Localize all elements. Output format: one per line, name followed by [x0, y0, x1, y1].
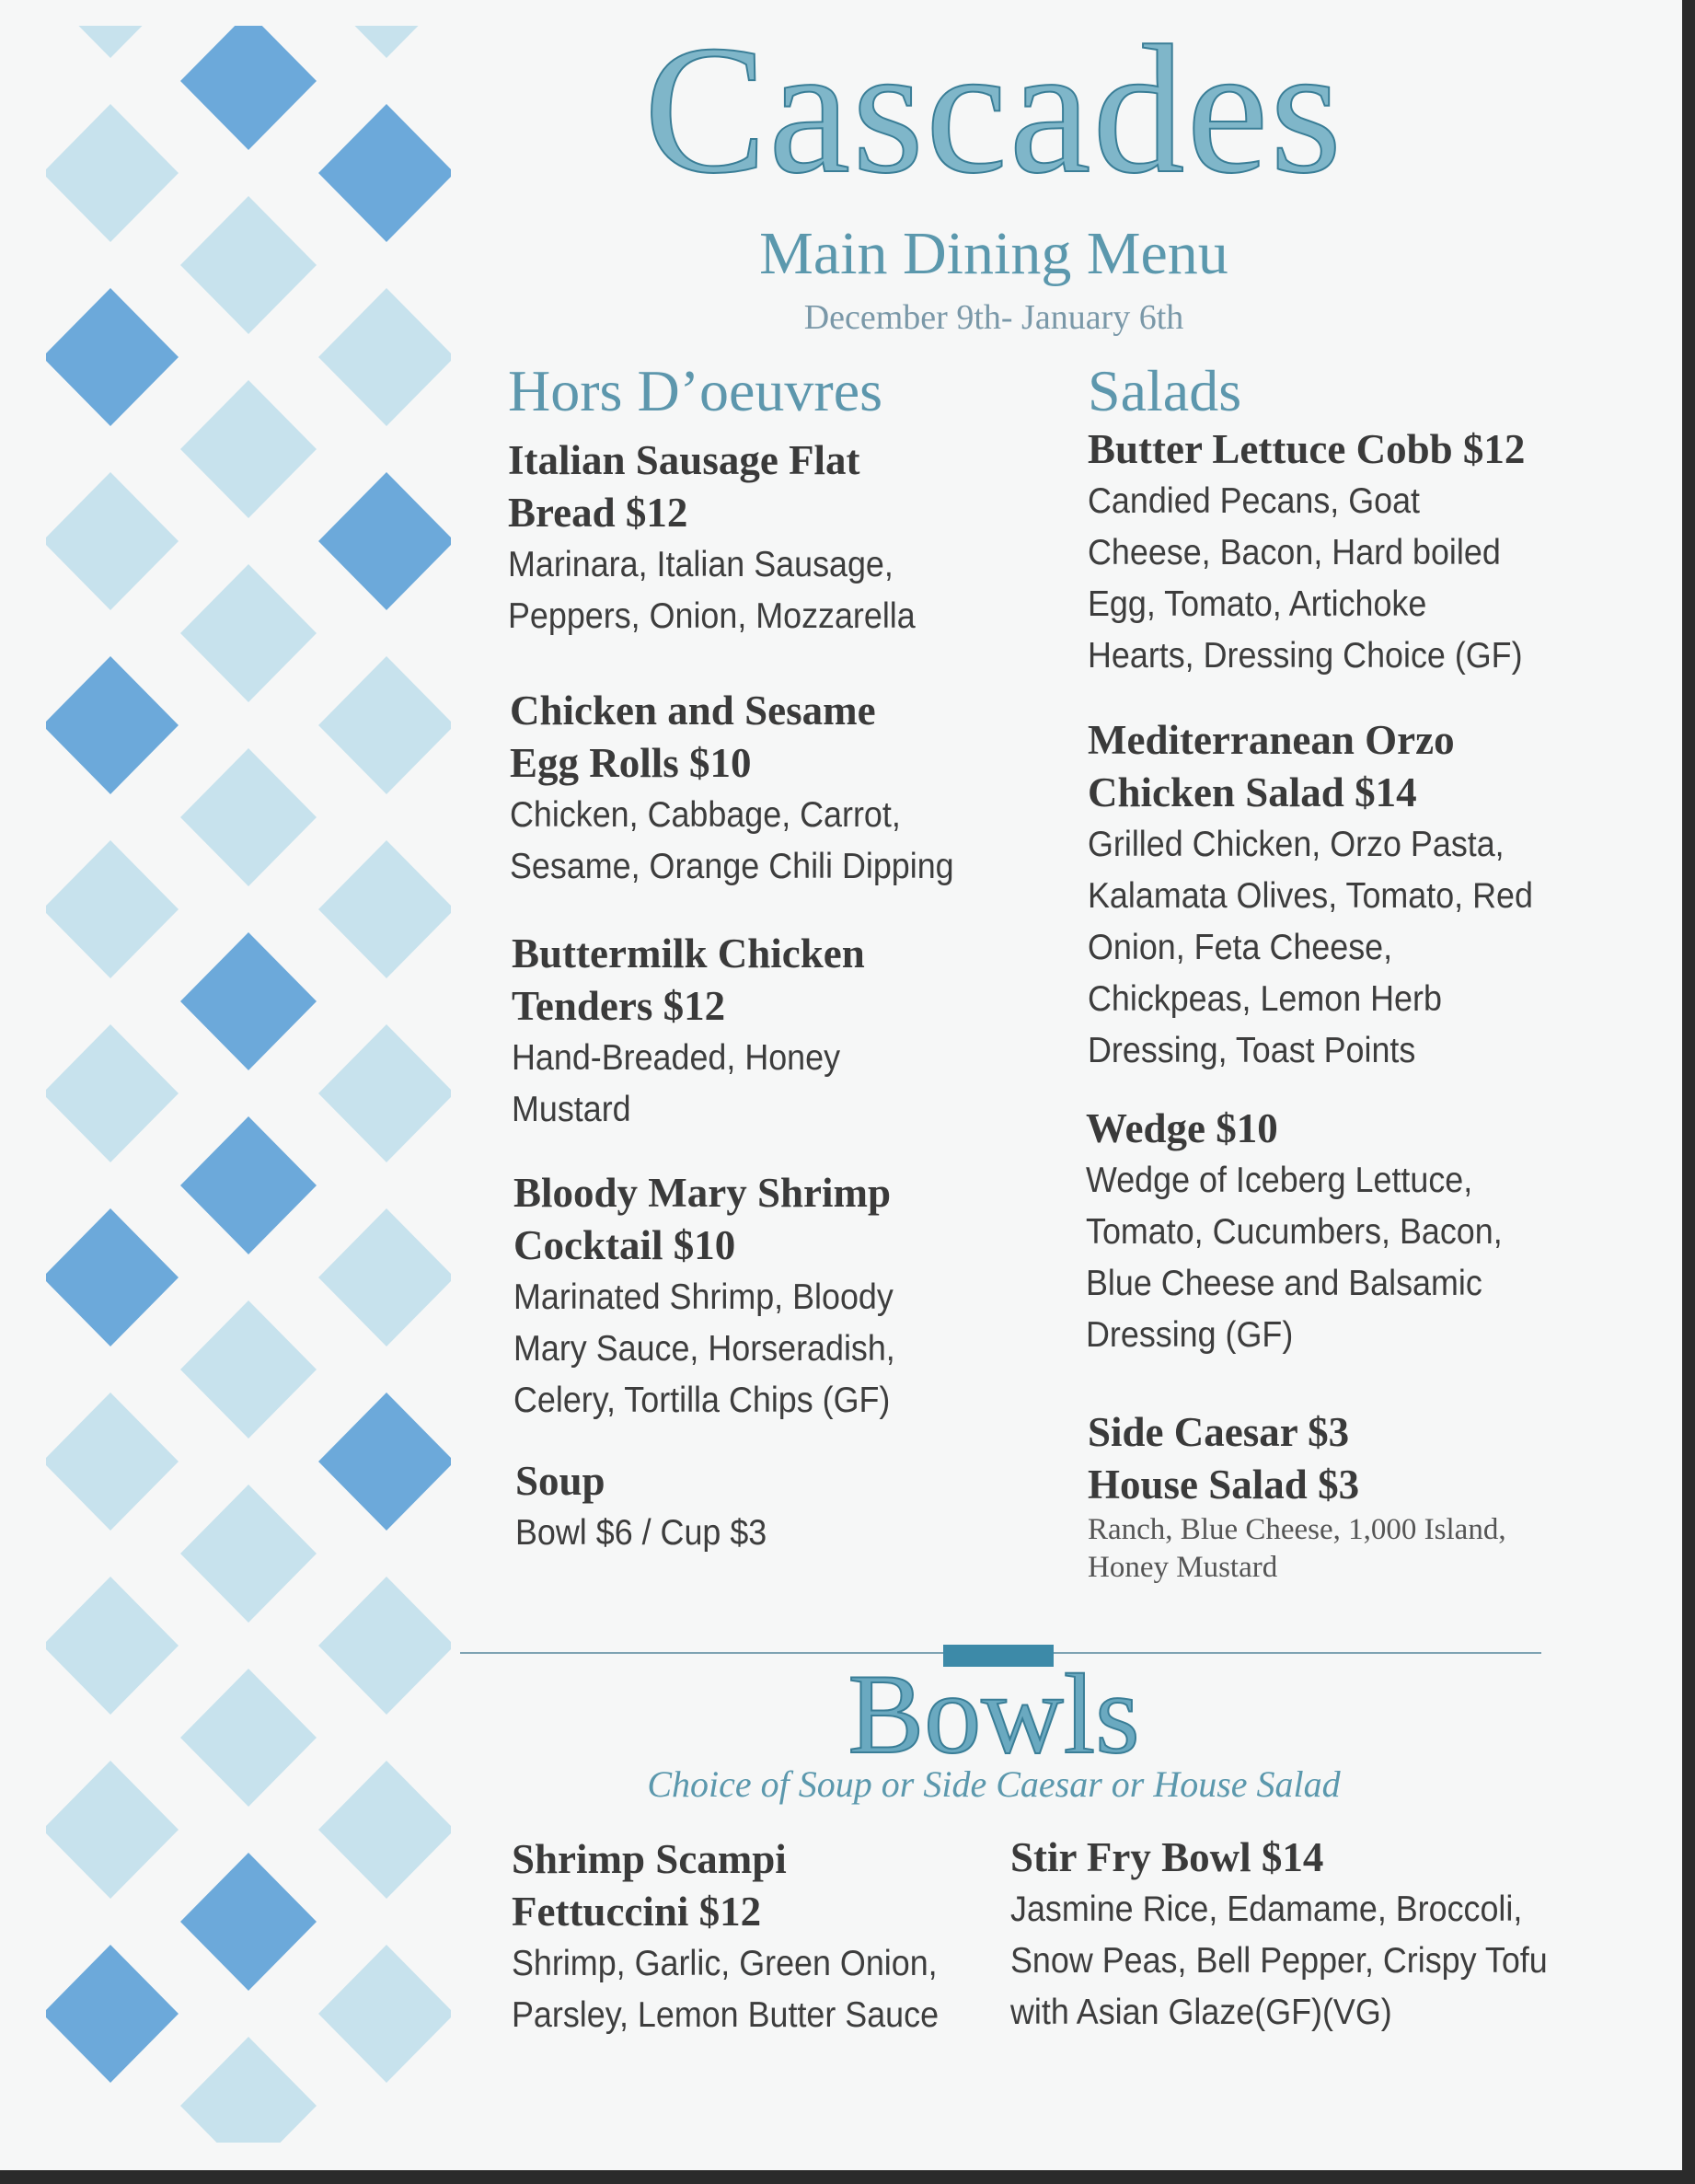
bowls-subheading: Choice of Soup or Side Caesar or House Salad: [647, 1763, 1341, 1805]
menu-item: [1088, 423, 1561, 682]
item-name: Soup: [515, 1458, 605, 1504]
pattern-diamond: [180, 196, 317, 334]
pattern-diamond: [46, 472, 179, 610]
item-description: Wedge of Iceberg Lettuce,: [1086, 1161, 1473, 1200]
restaurant-title: Cascades: [643, 8, 1344, 212]
menu-item: [1086, 1103, 1539, 1361]
pattern-diamond: [180, 1300, 317, 1439]
pattern-diamond: [318, 840, 451, 978]
item-name: Butter Lettuce Cobb $12: [1088, 426, 1526, 472]
side-salads: [1088, 1406, 1506, 1587]
item-description: Mustard: [512, 1090, 631, 1129]
item-description: Chickpeas, Lemon Herb: [1088, 979, 1442, 1019]
pattern-diamond: [46, 840, 179, 978]
pattern-diamond: [318, 1208, 451, 1346]
item-description: Bowl $6 / Cup $3: [515, 1513, 767, 1553]
item-description: Dressing (GF): [1086, 1315, 1294, 1355]
menu-dates: December 9th- January 6th: [803, 298, 1184, 337]
pattern-diamond: [46, 1761, 179, 1899]
item-name: Buttermilk Chicken: [512, 930, 865, 976]
item-name: Tenders $12: [512, 983, 726, 1029]
menu-item: [513, 1167, 928, 1427]
item-description: Peppers, Onion, Mozzarella: [508, 596, 916, 636]
pattern-diamond: [46, 104, 179, 242]
item-name: Side Caesar $3: [1088, 1409, 1350, 1455]
item-description: Mary Sauce, Horseradish,: [513, 1329, 895, 1369]
item-description: Blue Cheese and Balsamic: [1086, 1264, 1482, 1303]
menu-item: [510, 685, 993, 893]
pattern-diamond: [46, 1024, 179, 1162]
pattern-diamond: [180, 932, 317, 1070]
item-description: with Asian Glaze(GF)(VG): [1010, 1993, 1392, 2032]
section-heading-hors-doeuvres: Hors D’oeuvres: [508, 358, 882, 423]
section-heading-salads: Salads: [1088, 358, 1242, 423]
menu-item: [508, 434, 951, 642]
item-description: Kalamata Olives, Tomato, Red: [1088, 876, 1533, 916]
item-description: Shrimp, Garlic, Green Onion,: [512, 1944, 938, 1983]
item-name: Chicken Salad $14: [1088, 769, 1417, 815]
item-description: Marinated Shrimp, Bloody: [513, 1277, 894, 1317]
pattern-diamond: [180, 1853, 317, 1991]
pattern-diamond: [180, 2037, 317, 2143]
menu-item: [1088, 714, 1572, 1077]
item-description: Cheese, Bacon, Hard boiled: [1088, 533, 1501, 572]
item-name: Bloody Mary Shrimp: [513, 1170, 892, 1216]
pattern-diamond: [318, 1024, 451, 1162]
item-description: Jasmine Rice, Edamame, Broccoli,: [1010, 1889, 1523, 1929]
item-description: Hearts, Dressing Choice (GF): [1088, 636, 1523, 676]
item-name: Chicken and Sesame: [510, 688, 876, 734]
pattern-diamond: [318, 104, 451, 242]
dressing-options: Honey Mustard: [1088, 1551, 1278, 1584]
pattern-diamond: [318, 1577, 451, 1715]
item-description: Sesame, Orange Chili Dipping: [510, 847, 954, 886]
pattern-diamond: [46, 1945, 179, 2083]
section-heading-bowls: Bowls: [848, 1651, 1140, 1777]
item-description: Marinara, Italian Sausage,: [508, 545, 894, 584]
item-name: Egg Rolls $10: [510, 740, 752, 786]
item-name: Cocktail $10: [513, 1222, 736, 1268]
pattern-diamond: [318, 288, 451, 426]
pattern-diamond: [318, 472, 451, 610]
item-description: Egg, Tomato, Artichoke: [1088, 584, 1427, 624]
dressing-options: Ranch, Blue Cheese, 1,000 Island,: [1088, 1513, 1506, 1546]
item-name: Stir Fry Bowl $14: [1010, 1834, 1324, 1880]
pattern-diamond: [46, 656, 179, 794]
item-description: Grilled Chicken, Orzo Pasta,: [1088, 825, 1505, 864]
item-name: Bread $12: [508, 490, 688, 536]
menu-subtitle: Main Dining Menu: [759, 220, 1228, 287]
item-description: Snow Peas, Bell Pepper, Crispy Tofu: [1010, 1941, 1548, 1981]
pattern-diamond: [318, 1392, 451, 1531]
pattern-diamond: [180, 748, 317, 886]
pattern-diamond: [318, 26, 451, 58]
pattern-diamond: [180, 26, 317, 150]
ikat-diamond-pattern: [46, 26, 451, 2143]
item-description: Onion, Feta Cheese,: [1088, 928, 1393, 967]
item-description: Celery, Tortilla Chips (GF): [513, 1381, 891, 1420]
item-name: Shrimp Scampi: [512, 1836, 787, 1882]
pattern-diamond: [180, 1669, 317, 1807]
menu-item: [512, 928, 869, 1136]
item-name: Italian Sausage Flat: [508, 437, 860, 483]
menu-item: [1010, 1832, 1594, 2039]
item-description: Candied Pecans, Goat: [1088, 481, 1421, 521]
menu-item: [515, 1455, 789, 1559]
item-description: Hand-Breaded, Honey: [512, 1038, 841, 1078]
pattern-diamond: [180, 1485, 317, 1623]
pattern-diamond: [180, 564, 317, 702]
pattern-diamond: [318, 1761, 451, 1899]
pattern-diamond: [46, 1577, 179, 1715]
item-description: Tomato, Cucumbers, Bacon,: [1086, 1212, 1503, 1252]
pattern-diamond: [180, 1116, 317, 1254]
pattern-diamond: [180, 380, 317, 518]
item-name: House Salad $3: [1088, 1462, 1360, 1508]
item-name: Mediterranean Orzo: [1088, 717, 1455, 763]
pattern-diamond: [318, 656, 451, 794]
pattern-diamond: [46, 1208, 179, 1346]
item-name: Fettuccini $12: [512, 1889, 762, 1935]
pattern-diamond: [318, 1945, 451, 2083]
pattern-diamond: [46, 1392, 179, 1531]
item-description: Chicken, Cabbage, Carrot,: [510, 795, 901, 835]
pattern-diamond: [46, 26, 179, 58]
menu-item: [512, 1833, 975, 2041]
item-description: Parsley, Lemon Butter Sauce: [512, 1995, 940, 2035]
item-description: Dressing, Toast Points: [1088, 1031, 1416, 1070]
item-name: Wedge $10: [1086, 1105, 1278, 1151]
pattern-diamond: [46, 288, 179, 426]
